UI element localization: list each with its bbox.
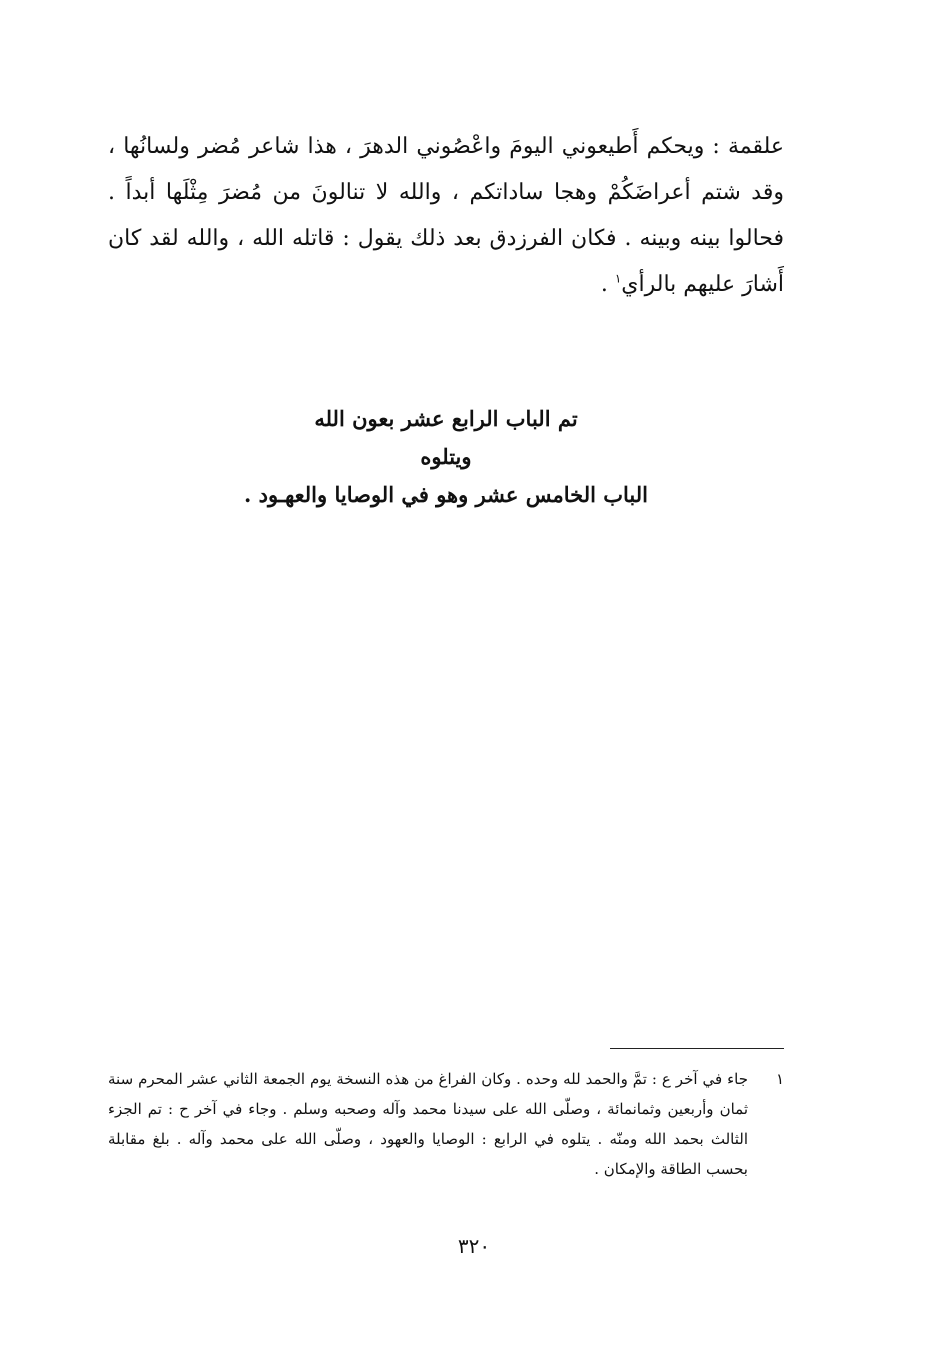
paragraph-end: . — [600, 272, 615, 297]
footnote-reference: ١ — [614, 271, 622, 286]
paragraph-text — [108, 124, 784, 308]
chapter-end-line-2: ويتلوه — [420, 444, 472, 469]
chapter-end-line-1: تم الباب الرابع عشر بعون الله — [314, 406, 578, 431]
page-number: ٣٢٠ — [457, 1234, 491, 1258]
footnote-item — [108, 1064, 784, 1184]
chapter-end-note — [108, 400, 784, 514]
footnote-divider — [610, 1048, 784, 1049]
paragraph-body: علقمة : ويحكم أَطيعوني اليومَ واعْصُوني الدهرَ ، هذا شاعر مُضر ولسانُها ، وقد شتم أعراضَكُمْ وهجا ساداتكم ، والله لا تنالونَ من مُضرَ مِثْلَها أبداً . فحالوا بينه وبينه . فكان الفرزدق بعد ذلك يقول : قاتله الله ، والله لقد كان أَشارَ عليهم بالرأي — [108, 134, 784, 297]
footnotes — [108, 1064, 784, 1184]
footnote-text: جاء في آخر ع : تمَّ والحمد لله وحده . وكان الفراغ من هذه النسخة يوم الجمعة الثاني عشر المحرم سنة ثمان وأربعين وثمانمائة ، وصلّى الله على سيدنا محمد وآله وصحبه وسلم . وجاء في آخر ح : تم الجزء الثالث بحمد الله ومنّه . يتلوه في الرابع : الوصايا والعهود ، وصلّى الله على محمد وآله . بلغ مقابلة بحسب الطاقة والإمكان . — [108, 1070, 748, 1178]
chapter-end-line-3: الباب الخامس عشر وهو في الوصايا والعهـود . — [244, 482, 648, 507]
main-paragraph — [108, 124, 784, 308]
footnote-number: ١ — [775, 1070, 784, 1088]
